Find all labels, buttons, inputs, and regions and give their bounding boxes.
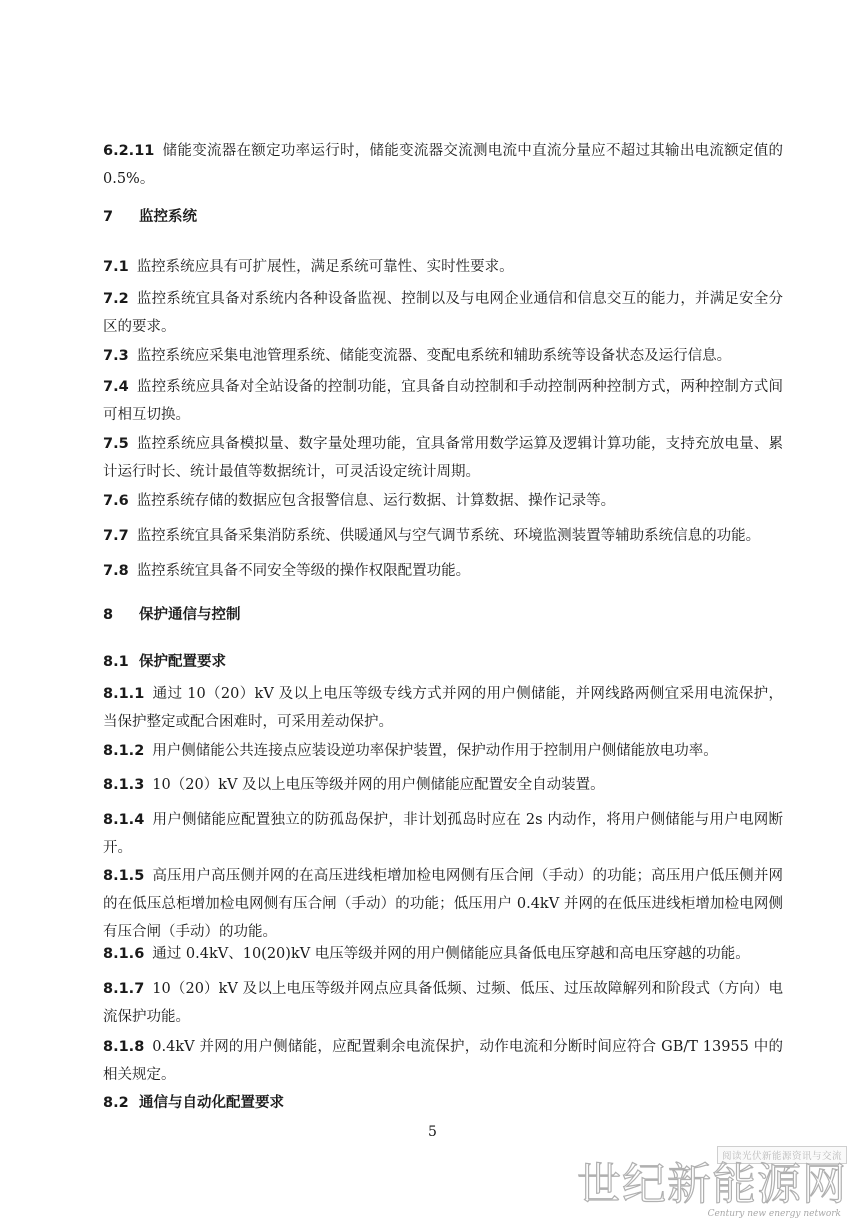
clause-number: 6.2.11 [103,143,155,159]
clause-text: 高压用户高压侧并网的在高压进线柜增加检电网侧有压合闸（手动）的功能；高压用户低压侧并网的在低压总柜增加检电网侧有压合闸（手动）的功能；低压用户 0.4kV 并网的在低压进线柜增加检电网侧有压合闸（手动）的功能。 [103,868,783,940]
clause-8-1-1 [103,680,783,736]
clause-8-1-6 [103,940,783,968]
clause-text: 监控系统存储的数据应包含报警信息、运行数据、计算数据、操作记录等。 [136,493,616,509]
clause-8-1-3 [103,771,783,799]
watermark-subtitle: Century new energy network [707,1209,841,1219]
clause-number: 7.1 [103,259,129,275]
clause-7-2 [103,285,783,341]
clause-text: 监控系统宜具备对系统内各种设备监视、控制以及与电网企业通信和信息交互的能力，并满足安全分区的要求。 [103,291,783,335]
section-number: 7 [103,209,114,225]
section-number: 8 [103,607,114,623]
clause-number: 7.2 [103,291,129,307]
section-title: 保护通信与控制 [139,607,241,623]
clause-number: 7.8 [103,563,129,579]
clause-number: 8.1.1 [103,686,145,702]
subsection-heading-8-2 [103,1089,284,1117]
clause-text: 监控系统应具有可扩展性，满足系统可靠性、实时性要求。 [136,259,514,275]
clause-number: 8.1.4 [103,812,145,828]
clause-text: 0.4kV 并网的用户侧储能，应配置剩余电流保护，动作电流和分断时间应符合 GB/T 13955 中的相关规定。 [103,1039,783,1083]
clause-6-2-11 [103,137,783,193]
section-title: 监控系统 [139,209,197,225]
clause-number: 8.1.3 [103,777,145,793]
clause-8-1-7 [103,975,783,1031]
clause-number: 8.1.6 [103,946,145,962]
watermark-tagline: 阅读光伏新能源资讯与交流 [717,1146,847,1164]
clause-text: 监控系统宜具备不同安全等级的操作权限配置功能。 [136,563,471,579]
clause-text: 监控系统应采集电池管理系统、储能变流器、变配电系统和辅助系统等设备状态及运行信息。 [136,348,732,364]
section-number: 8.2 [103,1095,129,1111]
clause-number: 8.1.5 [103,868,145,884]
subsection-heading-8-1 [103,648,226,676]
clause-8-1-2 [103,737,783,765]
clause-text: 用户侧储能应配置独立的防孤岛保护，非计划孤岛时应在 2s 内动作，将用户侧储能与用户电网断开。 [103,812,783,856]
page-number: 5 [428,1124,437,1140]
clause-number: 8.1.2 [103,743,145,759]
section-title: 通信与自动化配置要求 [139,1095,284,1111]
watermark-logo-text: 世纪新能源网 [577,1159,847,1210]
clause-8-1-4 [103,806,783,862]
clause-number: 7.3 [103,348,129,364]
clause-text: 监控系统宜具备采集消防系统、供暖通风与空气调节系统、环境监测装置等辅助系统信息的功能。 [136,528,761,544]
clause-7-7 [103,522,783,550]
clause-text: 10（20）kV 及以上电压等级并网的用户侧储能应配置安全自动装置。 [152,777,605,793]
clause-7-5 [103,430,783,486]
site-watermark [577,1146,847,1224]
clause-text: 储能变流器在额定功率运行时，储能变流器交流测电流中直流分量应不超过其输出电流额定值的 0.5%。 [103,143,783,187]
clause-7-1 [103,253,783,281]
clause-text: 通过 10（20）kV 及以上电压等级专线方式并网的用户侧储能，并网线路两侧宜采用电流保护，当保护整定或配合困难时，可采用差动保护。 [103,686,783,730]
clause-number: 7.5 [103,436,129,452]
clause-number: 7.4 [103,379,129,395]
clause-text: 监控系统应具备对全站设备的控制功能，宜具备自动控制和手动控制两种控制方式，两种控制方式间可相互切换。 [103,379,783,423]
clause-7-8 [103,557,783,585]
clause-8-1-5 [103,862,783,946]
clause-number: 7.7 [103,528,129,544]
clause-7-3 [103,342,783,370]
clause-8-1-8 [103,1033,783,1089]
clause-number: 7.6 [103,493,129,509]
clause-text: 10（20）kV 及以上电压等级并网点应具备低频、过频、低压、过压故障解列和阶段式（方向）电流保护功能。 [103,981,783,1025]
section-title: 保护配置要求 [139,654,226,670]
section-heading-7 [103,203,197,231]
section-heading-8 [103,601,241,629]
clause-text: 通过 0.4kV、10(20)kV 电压等级并网的用户侧储能应具备低电压穿越和高电压穿越的功能。 [152,946,750,962]
clause-text: 监控系统应具备模拟量、数字量处理功能，宜具备常用数学运算及逻辑计算功能，支持充放电量、累计运行时长、统计最值等数据统计，可灵活设定统计周期。 [103,436,783,480]
clause-number: 8.1.8 [103,1039,145,1055]
clause-text: 用户侧储能公共连接点应装设逆功率保护装置，保护动作用于控制用户侧储能放电功率。 [152,743,718,759]
clause-7-6 [103,487,783,515]
section-number: 8.1 [103,654,129,670]
clause-number: 8.1.7 [103,981,145,997]
clause-7-4 [103,373,783,429]
